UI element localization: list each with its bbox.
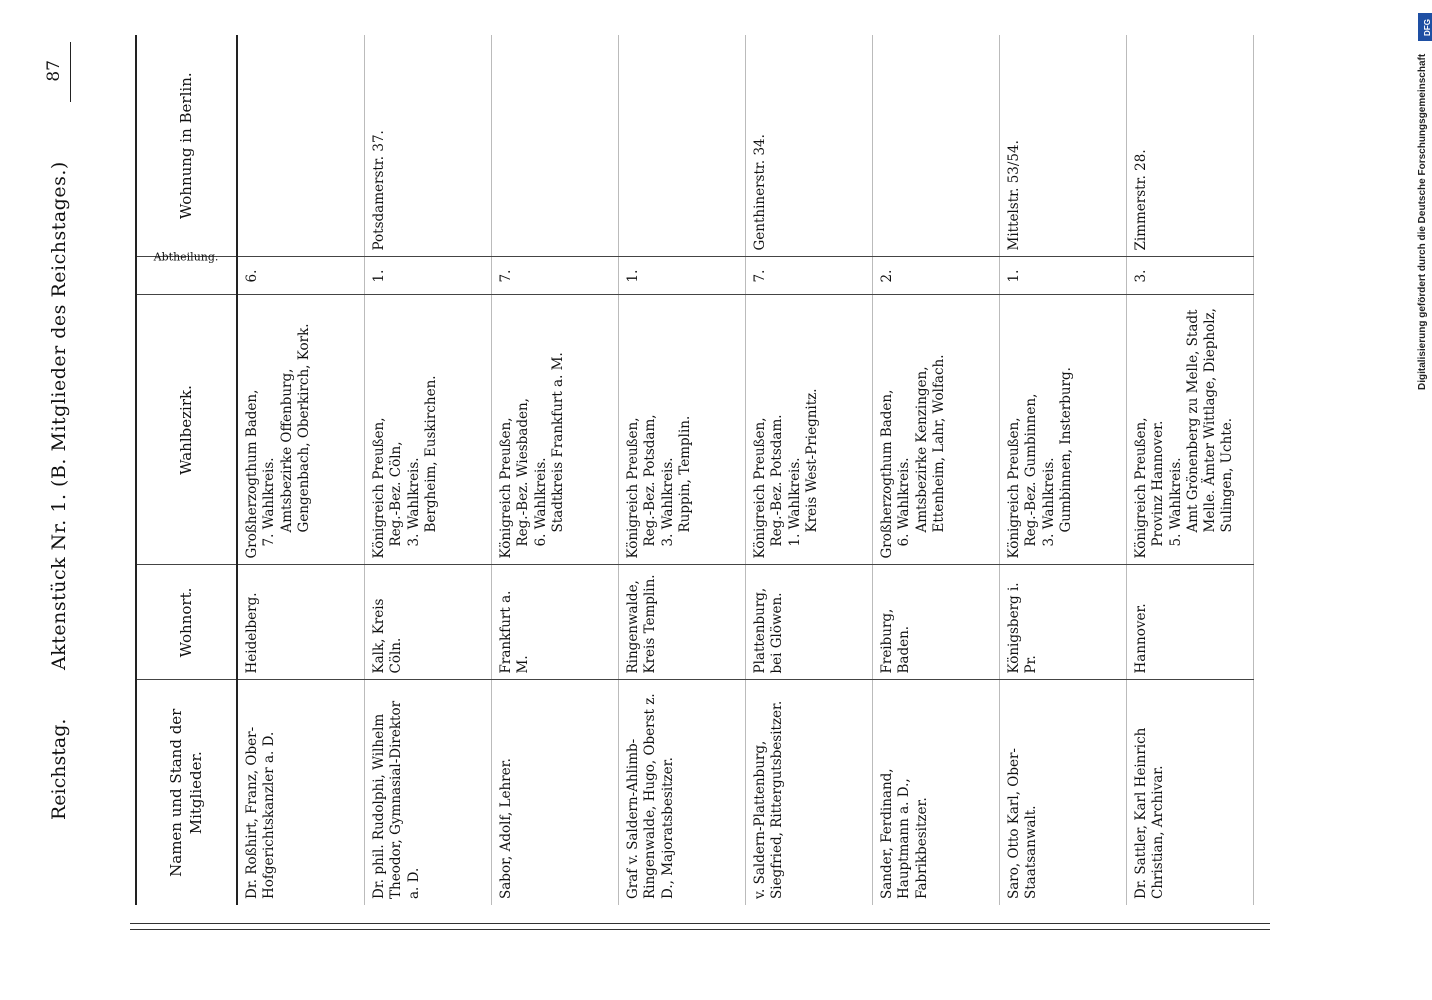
district-line: Amtsbezirke Kenzingen, Ettenheim, Lahr, Wolfach. — [913, 354, 947, 533]
member-berlin-address: Zimmerstr. 28. — [1127, 35, 1254, 257]
member-district — [492, 295, 619, 565]
col-header-berlin: Wohnung in Berlin. — [136, 35, 237, 257]
member-district — [873, 295, 1000, 565]
district-line: Königreich Preußen, — [1133, 417, 1149, 559]
member-name: Dr. Roßhirt, Franz, Ober-Hofgerichtskanzler a. D. — [244, 726, 278, 899]
member-berlin-address — [619, 35, 746, 257]
frame-line — [130, 929, 1270, 930]
district-line: Bergheim, Euskirchen. — [422, 375, 439, 533]
member-berlin-address: Mittelstr. 53/54. — [1000, 35, 1127, 257]
member-section: 1. — [365, 257, 492, 295]
district-line: Reg.-Bez. Potsdam. — [769, 414, 786, 547]
member-district — [365, 295, 492, 565]
dfg-credit — [1405, 5, 1432, 390]
member-district — [237, 295, 365, 565]
district-line: Reg.-Bez. Wiesbaden, — [515, 398, 532, 547]
member-name: Graf v. Saldern-Ahlimb-Ringenwalde, Hugo, Oberst z. D., Majoratsbesitzer. — [625, 693, 676, 899]
district-line: Stadtkreis Frankfurt a. M. — [549, 352, 566, 533]
dfg-logo — [1418, 13, 1432, 41]
district-line: Großherzogthum Baden, — [879, 389, 895, 559]
header-title: Aktenstück Nr. 1. (B. Mitglieder des Reichstages.) — [48, 161, 70, 670]
member-name: Saro, Otto Karl, Ober-Staatsanwalt. — [1006, 748, 1040, 899]
col-header-section — [136, 251, 237, 295]
header-rule — [70, 42, 71, 102]
member-residence: Frankfurt a. M. — [492, 565, 619, 680]
district-line: Ruppin, Templin. — [676, 415, 693, 533]
col-header-residence: Wohnort. — [136, 565, 237, 680]
member-name: Dr. phil. Rudolphi, Wilhelm Theodor, Gymnasial-Direktor a. D. — [371, 700, 422, 899]
dfg-logo-text: DFG — [1422, 19, 1432, 36]
district-line: 5. Wahlkreis. — [1167, 457, 1184, 547]
member-section: 1. — [619, 257, 746, 295]
table-row — [873, 35, 1000, 905]
member-berlin-address — [237, 35, 365, 257]
table-row — [619, 35, 746, 905]
page-number: 87 — [44, 60, 64, 82]
member-section: 1. — [1000, 257, 1127, 295]
table-row — [237, 35, 365, 905]
member-name: Dr. Sattler, Karl Heinrich Christian, Archivar. — [1133, 727, 1167, 899]
member-berlin-address: Potsdamerstr. 37. — [365, 35, 492, 257]
district-line: 3. Wahlkreis. — [659, 457, 676, 547]
district-line: Königreich Preußen, — [752, 417, 768, 559]
col-header-name: Namen und Stand der Mitglieder. — [136, 680, 237, 905]
member-district — [746, 295, 873, 565]
district-line: Reg.-Bez. Potsdam, — [642, 414, 659, 547]
district-line: Reg.-Bez. Gumbinnen, — [1023, 393, 1040, 547]
member-berlin-address: Genthinerstr. 34. — [746, 35, 873, 257]
frame-line-inner — [130, 923, 1270, 924]
member-residence: Königsberg i. Pr. — [1000, 565, 1127, 680]
running-header — [44, 0, 88, 1000]
table-header-row — [136, 35, 237, 905]
member-residence: Hannover. — [1127, 565, 1254, 680]
member-district — [619, 295, 746, 565]
member-name: v. Saldern-Plattenburg, Siegfried, Rittergutsbesitzer. — [752, 700, 786, 899]
district-line: Reg.-Bez. Cöln, — [388, 441, 405, 547]
district-line: Amt Grönenberg zu Melle, Stadt Melle. Ämter Wittlage, Diepholz, Sulingen, Uchte. — [1184, 308, 1236, 533]
member-residence: Ringenwalde, Kreis Templin. — [619, 565, 746, 680]
member-section: 7. — [492, 257, 619, 295]
district-line: 1. Wahlkreis. — [786, 457, 803, 547]
header-left: Reichstag. — [48, 718, 70, 820]
district-line: 6. Wahlkreis. — [896, 457, 913, 547]
member-residence: Plattenburg, bei Glöwen. — [746, 565, 873, 680]
district-line: Provinz Hannover. — [1150, 420, 1167, 547]
member-section: 6. — [237, 257, 365, 295]
member-section: 7. — [746, 257, 873, 295]
table-row — [1000, 35, 1127, 905]
district-line: 3. Wahlkreis. — [405, 457, 422, 547]
member-residence: Kalk, Kreis Cöln. — [365, 565, 492, 680]
member-berlin-address — [873, 35, 1000, 257]
table-row — [746, 35, 873, 905]
district-line: Königreich Preußen, — [498, 417, 514, 559]
member-name: Sander, Ferdinand, Hauptmann a. D., Fabrikbesitzer. — [879, 768, 930, 899]
col-header-district: Wahlbezirk. — [136, 295, 237, 565]
district-line: Königreich Preußen, — [625, 417, 641, 559]
district-line: Königreich Preußen, — [371, 417, 387, 559]
district-line: Gumbinnen, Insterburg. — [1057, 367, 1074, 533]
credit-text: Digitalisierung gefördert durch die Deutsche Forschungsgemeinschaft — [1417, 53, 1428, 390]
district-line: Königreich Preußen, — [1006, 417, 1022, 559]
district-line: 6. Wahlkreis. — [532, 457, 549, 547]
member-district — [1127, 295, 1254, 565]
district-line: Kreis West-Priegnitz. — [803, 388, 820, 533]
table-row — [1127, 35, 1254, 905]
district-line: Großherzogthum Baden, — [244, 389, 260, 559]
col-header-section-label: Abtheilung. — [154, 251, 219, 265]
members-table — [135, 35, 1254, 905]
member-district — [1000, 295, 1127, 565]
table-row — [492, 35, 619, 905]
member-residence: Heidelberg. — [237, 565, 365, 680]
member-name: Sabor, Adolf, Lehrer. — [498, 758, 514, 899]
member-section: 2. — [873, 257, 1000, 295]
district-line: Amtsbezirke Offenburg, Gengenbach, Oberkirch, Kork. — [278, 323, 312, 533]
district-line: 7. Wahlkreis. — [261, 457, 278, 547]
member-section: 3. — [1127, 257, 1254, 295]
table-row — [365, 35, 492, 905]
member-residence: Freiburg, Baden. — [873, 565, 1000, 680]
district-line: 3. Wahlkreis. — [1040, 457, 1057, 547]
member-berlin-address — [492, 35, 619, 257]
